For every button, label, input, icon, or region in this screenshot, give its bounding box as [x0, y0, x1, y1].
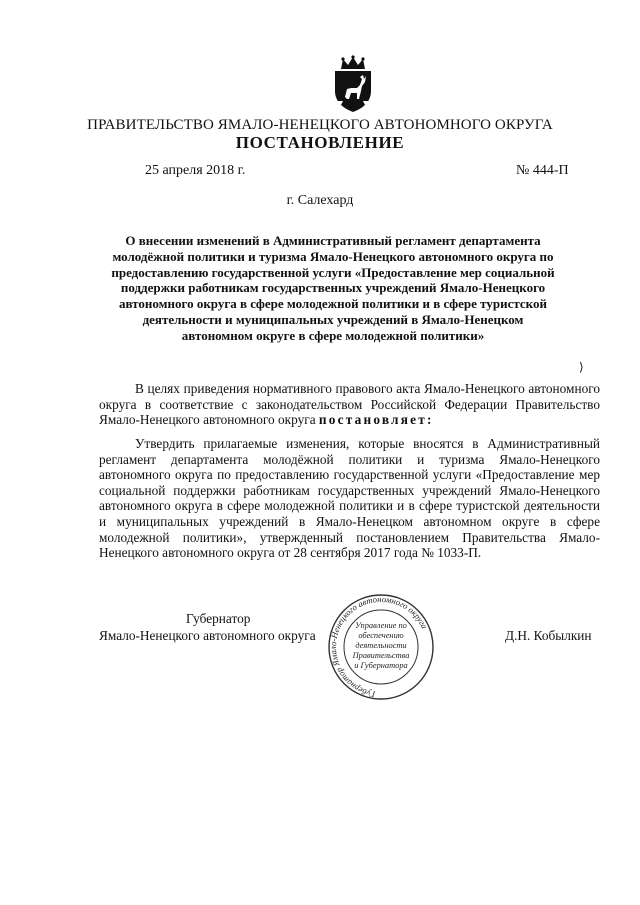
- stamp-line: деятельности: [355, 641, 407, 650]
- stamp-line: Управление по: [355, 621, 407, 630]
- stamp-line: и Губернатора: [354, 661, 408, 670]
- signatory-title-line2: Ямало-Ненецкого автономного округа: [99, 628, 316, 643]
- signatory-title-line1: Губернатор: [186, 611, 251, 626]
- signatory-name: Д.Н. Кобылкин: [505, 628, 592, 643]
- resolution-paragraph: Утвердить прилагаемые изменения, которые вносятся в Административный регламент департамента молодёжной политики и туризма Ямало-Ненецкого автономного округа по предоставлению государственной услуги «Предоставление мер социальной поддержки работникам государственных учреждений Ямало-Ненецкого автономного округа в сфере молодежной политики и в сфере туристской деятельности и муниципальных учреждений в Ямало-Ненецком автономном округе в сфере молодежной политики», утвержденный постановлением Правительства Ямало-Ненецкого автономного округа от 28 сентября 2017 года № 1033-П.: [99, 436, 600, 561]
- authority-name: ПРАВИТЕЛЬСТВО ЯМАЛО-НЕНЕЦКОГО АВТОНОМНОГО ОКРУГА: [87, 117, 553, 133]
- document-type: ПОСТАНОВЛЕНИЕ: [235, 133, 405, 152]
- stamp-ring-text: Губернатор Ямало-Ненецкого автономного округа: [327, 594, 430, 700]
- document-subject: О внесении изменений в Административный регламент департамента молодёжной политики и туризма Ямало-Ненецкого автономного округа по предоставлению государственной услуги «Предоставление мер социальной поддержки работникам государственных учреждений Ямало-Ненецкого автономного округа в сфере молодежной политики и в сфере туристской деятельности и муниципальных учреждений в Ямало-Ненецком автономном округе в сфере молодежной политики»: [111, 233, 555, 343]
- preamble-text: В целях приведения нормативного правового акта Ямало-Ненецкого автономного округа в соответствие с законодательством Российской Федерации Правительство Ямало-Ненецкого автономного округа: [99, 381, 600, 428]
- document-date: 25 апреля 2018 г.: [145, 163, 246, 178]
- official-stamp: [318, 594, 444, 702]
- resolves-keyword: постановляет:: [318, 412, 434, 428]
- document-city: г. Салехард: [286, 193, 354, 208]
- stamp-line: Правительства: [352, 651, 410, 660]
- margin-mark: ⟩: [579, 360, 584, 374]
- preamble-paragraph: [99, 381, 600, 428]
- stamp-line: обеспечению: [358, 631, 404, 640]
- document-number: № 444-П: [516, 163, 569, 178]
- coat-of-arms-icon: [327, 55, 379, 113]
